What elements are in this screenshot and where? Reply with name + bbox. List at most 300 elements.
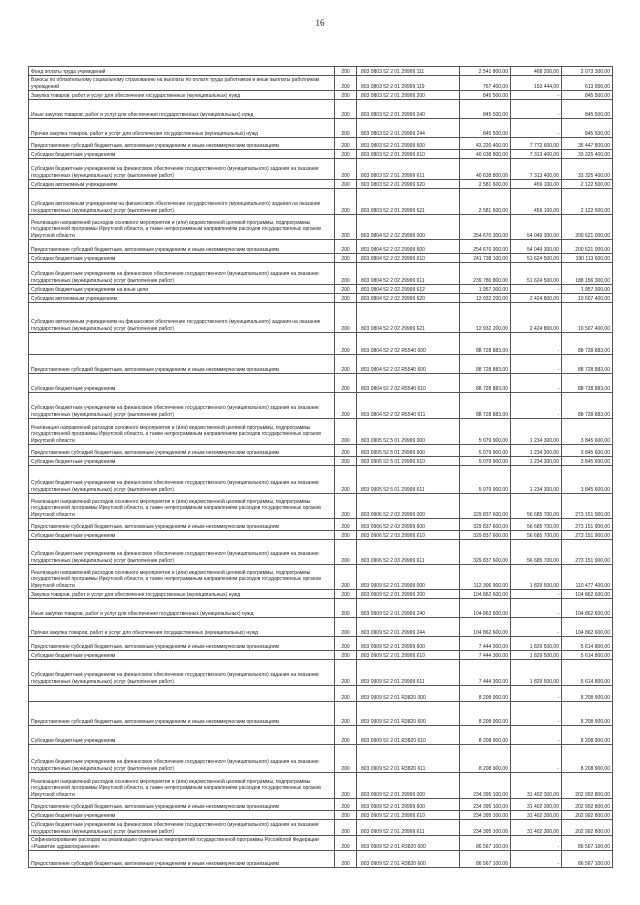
row-name-cell: Предоставление субсидий бюджетным, автономным учреждениям и иным некоммерческим организациям (29, 138, 335, 150)
row-name-cell: Иные закупки товаров, работ и услуг для обеспечения государственных (муниципальных) нужд (29, 100, 335, 119)
row-amount-b-cell: - (511, 100, 562, 119)
row-amount-c-cell: 88 728 883,00 (562, 355, 613, 374)
row-amount-b-cell: - (511, 726, 562, 745)
table-row (29, 836, 613, 851)
row-amount-b-cell: 31 402 300,00 (511, 799, 562, 811)
table-row (29, 540, 613, 565)
row-group-cell: 200 (335, 811, 357, 820)
row-group-cell: 200 (335, 240, 357, 254)
row-amount-a-cell: 7 444 300,00 (460, 637, 511, 651)
row-code-cell: 803 0803 52 2 01 29999 111 (357, 67, 460, 76)
row-amount-a-cell: 239 780 800,00 (460, 263, 511, 285)
row-amount-a-cell: 104 862 600,00 (460, 618, 511, 637)
row-code-cell: 803 0909 52 2 01 29999 000 (357, 565, 460, 590)
row-amount-b-cell: 1 829 500,00 (511, 637, 562, 651)
row-amount-a-cell: 234 395 100,00 (460, 799, 511, 811)
row-amount-c-cell: 8 208 900,00 (562, 745, 613, 773)
row-amount-b-cell: - (511, 590, 562, 599)
row-code-cell: 803 0905 52 5 01 29999 600 (357, 445, 460, 457)
row-code-cell: 803 0906 52 2 03 29999 610 (357, 531, 460, 540)
row-amount-c-cell: 2 122 500,00 (562, 180, 613, 189)
row-amount-c-cell: 10 507 400,00 (562, 294, 613, 303)
row-amount-c-cell: 104 862 600,00 (562, 599, 613, 618)
row-amount-a-cell: 86 567 100,00 (460, 836, 511, 851)
row-group-cell: 200 (335, 651, 357, 660)
row-amount-b-cell: - (511, 374, 562, 393)
row-amount-c-cell: 3 845 600,00 (562, 466, 613, 494)
row-amount-b-cell: 56 685 700,00 (511, 519, 562, 531)
row-amount-a-cell: 2 541 800,00 (460, 67, 511, 76)
row-code-cell: 803 0804 52 2 02 R5540 600 (357, 355, 460, 374)
row-group-cell: 200 (335, 263, 357, 285)
row-amount-b-cell: - (511, 851, 562, 868)
row-name-cell: Иные закупки товаров, работ и услуг для обеспечения государственных (муниципальных) нужд (29, 599, 335, 618)
row-group-cell: 200 (335, 254, 357, 263)
row-amount-b-cell: 1 234 300,00 (511, 457, 562, 466)
row-name-cell: Предоставление субсидий бюджетным, автономным учреждениям и иным некоммерческим организациям (29, 851, 335, 868)
row-name-cell: Субсидии бюджетным учреждениям (29, 374, 335, 393)
table-row (29, 457, 613, 466)
row-amount-c-cell: 3 845 600,00 (562, 445, 613, 457)
row-amount-a-cell: 845 500,00 (460, 100, 511, 119)
row-amount-b-cell: 459 100,00 (511, 189, 562, 215)
row-amount-b-cell: 51 624 500,00 (511, 263, 562, 285)
table-row (29, 637, 613, 651)
row-amount-c-cell: 202 992 800,00 (562, 799, 613, 811)
table-row (29, 285, 613, 294)
row-group-cell: 200 (335, 599, 357, 618)
row-group-cell: 200 (335, 686, 357, 702)
table-row (29, 138, 613, 150)
row-code-cell: 803 0804 52 2 02 29999 612 (357, 285, 460, 294)
table-row (29, 393, 613, 419)
row-code-cell: 803 0803 52 2 01 29999 610 (357, 150, 460, 159)
row-name-cell: Взносы по обязательному социальному страхованию на выплаты по оплате труда работников и иные выплаты работникам учреждений (29, 76, 335, 91)
row-name-cell: Субсидии автономным учреждениям (29, 294, 335, 303)
row-code-cell: 803 0909 52 2 01 29999 240 (357, 599, 460, 618)
row-amount-a-cell: 7 444 300,00 (460, 651, 511, 660)
row-code-cell: 803 0804 52 2 02 29999 600 (357, 240, 460, 254)
table-row (29, 303, 613, 333)
row-name-cell: Субсидии бюджетным учреждениям на финансовое обеспечение государственного (муниципального) задания на оказание государственных (муниципальных) услуг (выполнение работ) (29, 820, 335, 836)
row-group-cell: 200 (335, 419, 357, 445)
row-amount-c-cell: 273 151 900,00 (562, 540, 613, 565)
row-name-cell: Субсидии бюджетным учреждениям (29, 811, 335, 820)
table-row (29, 686, 613, 702)
table-row (29, 726, 613, 745)
row-amount-b-cell: 153 444,00 (511, 76, 562, 91)
row-name-cell: Субсидии автономным учреждениям (29, 180, 335, 189)
row-amount-c-cell: 86 567 100,00 (562, 851, 613, 868)
row-group-cell: 200 (335, 285, 357, 294)
row-amount-a-cell: 845 500,00 (460, 119, 511, 138)
row-name-cell: Реализация направлений расходов основного мероприятия и (или) ведомственной целевой программы, подпрограммы государственной программы Иркутской области, а также непрограммным направлениям расходов государственных органов Иркутской области (29, 419, 335, 445)
row-name-cell: Фонд оплаты труда учреждений (29, 67, 335, 76)
table-row (29, 660, 613, 686)
table-row (29, 799, 613, 811)
row-amount-b-cell: - (511, 745, 562, 773)
row-code-cell: 803 0804 52 2 02 29999 621 (357, 303, 460, 333)
table-row (29, 263, 613, 285)
table-row (29, 100, 613, 119)
table-row (29, 599, 613, 618)
row-amount-a-cell: 329 837 600,00 (460, 540, 511, 565)
row-amount-b-cell: 7 772 600,00 (511, 138, 562, 150)
row-amount-b-cell: - (511, 355, 562, 374)
row-group-cell: 200 (335, 67, 357, 76)
row-amount-c-cell: 8 208 900,00 (562, 702, 613, 726)
row-group-cell: 200 (335, 799, 357, 811)
row-amount-a-cell: 1 957 300,00 (460, 285, 511, 294)
row-group-cell: 200 (335, 565, 357, 590)
row-group-cell: 200 (335, 637, 357, 651)
table-row (29, 702, 613, 726)
row-name-cell: Предоставление субсидий бюджетным, автономным учреждениям и иным некоммерческим организациям (29, 240, 335, 254)
row-name-cell: Закупка товаров, работ и услуг для обеспечения государственных (муниципальных) нужд (29, 91, 335, 100)
row-amount-c-cell: 88 728 883,00 (562, 374, 613, 393)
row-group-cell: 200 (335, 590, 357, 599)
row-code-cell: 803 0804 52 2 02 29999 000 (357, 215, 460, 240)
row-amount-c-cell: 613 956,00 (562, 76, 613, 91)
row-amount-c-cell: 104 862 600,00 (562, 618, 613, 637)
row-amount-c-cell: 5 614 800,00 (562, 660, 613, 686)
table-row (29, 240, 613, 254)
row-group-cell: 200 (335, 374, 357, 393)
row-amount-a-cell: 86 567 100,00 (460, 851, 511, 868)
row-amount-c-cell: 33 325 400,00 (562, 150, 613, 159)
table-row (29, 445, 613, 457)
row-group-cell: 200 (335, 466, 357, 494)
row-code-cell: 803 0803 52 2 01 29999 244 (357, 119, 460, 138)
row-name-cell: Предоставление субсидий бюджетным, автономным учреждениям и иным некоммерческим организациям (29, 702, 335, 726)
row-amount-b-cell: - (511, 702, 562, 726)
row-code-cell: 803 0804 52 2 02 29999 620 (357, 294, 460, 303)
table-row (29, 67, 613, 76)
row-amount-b-cell: 1 234 300,00 (511, 466, 562, 494)
row-amount-c-cell: 200 621 000,00 (562, 240, 613, 254)
row-amount-b-cell: 1 829 500,00 (511, 565, 562, 590)
row-amount-b-cell: 31 402 300,00 (511, 811, 562, 820)
row-amount-b-cell: 56 685 700,00 (511, 531, 562, 540)
row-amount-c-cell: 202 992 800,00 (562, 811, 613, 820)
row-amount-b-cell: 459 100,00 (511, 180, 562, 189)
row-group-cell: 200 (335, 773, 357, 799)
row-amount-a-cell: 8 208 900,00 (460, 702, 511, 726)
row-amount-c-cell: 86 567 100,00 (562, 836, 613, 851)
row-code-cell: 803 0906 52 2 03 29999 611 (357, 540, 460, 565)
table-row (29, 773, 613, 799)
row-amount-c-cell: 104 862 600,00 (562, 590, 613, 599)
row-amount-a-cell: 234 395 100,00 (460, 773, 511, 799)
row-group-cell: 200 (335, 159, 357, 180)
row-code-cell: 803 0909 52 2 01 29999 611 (357, 660, 460, 686)
row-amount-a-cell: 2 581 600,00 (460, 180, 511, 189)
table-row (29, 820, 613, 836)
table-row (29, 466, 613, 494)
row-amount-b-cell: - (511, 333, 562, 355)
row-group-cell: 200 (335, 457, 357, 466)
row-amount-a-cell: 8 208 900,00 (460, 745, 511, 773)
row-code-cell: 803 0909 52 2 01 29999 600 (357, 637, 460, 651)
row-code-cell: 803 0906 52 2 03 29999 600 (357, 519, 460, 531)
row-amount-a-cell: 5 079 900,00 (460, 445, 511, 457)
row-group-cell: 200 (335, 726, 357, 745)
row-amount-a-cell: 12 932 200,00 (460, 294, 511, 303)
table-row (29, 618, 613, 637)
row-amount-b-cell: - (511, 618, 562, 637)
row-name-cell: Субсидии бюджетным учреждениям (29, 726, 335, 745)
row-code-cell: 803 0803 52 2 01 29999 620 (357, 180, 460, 189)
row-amount-a-cell: 104 862 600,00 (460, 590, 511, 599)
row-name-cell: Закупка товаров, работ и услуг для обеспечения государственных (муниципальных) нужд (29, 590, 335, 599)
row-code-cell: 803 0803 52 2 01 29999 200 (357, 91, 460, 100)
row-group-cell: 200 (335, 180, 357, 189)
row-amount-c-cell: 202 992 800,00 (562, 773, 613, 799)
row-name-cell: Предоставление субсидий бюджетным, автономным учреждениям и иным некоммерческим организациям (29, 519, 335, 531)
row-code-cell: 803 0905 52 5 01 29999 611 (357, 466, 460, 494)
row-name-cell: Реализация направлений расходов основного мероприятия и (или) ведомственной целевой программы, подпрограммы государственной программы Иркутской области, а также непрограммным направлениям расходов государственных органов Иркутской области (29, 494, 335, 519)
table-row (29, 565, 613, 590)
row-amount-a-cell: 40 638 800,00 (460, 150, 511, 159)
row-amount-a-cell: 7 444 300,00 (460, 660, 511, 686)
row-name-cell: Субсидии бюджетным учреждениям (29, 457, 335, 466)
row-amount-c-cell: 88 728 883,00 (562, 333, 613, 355)
row-amount-c-cell: 33 325 400,00 (562, 159, 613, 180)
table-row (29, 159, 613, 180)
row-name-cell: Субсидии бюджетным учреждениям на финансовое обеспечение государственного (муниципального) задания на оказание государственных (муниципальных) услуг (выполнение работ) (29, 745, 335, 773)
table-row (29, 811, 613, 820)
row-group-cell: 200 (335, 820, 357, 836)
row-amount-c-cell: 8 208 900,00 (562, 686, 613, 702)
row-code-cell: 803 0909 52 2 01 R3820 610 (357, 726, 460, 745)
row-name-cell: Предоставление субсидий бюджетным, автономным учреждениям и иным некоммерческим организациям (29, 445, 335, 457)
row-amount-b-cell: 1 234 300,00 (511, 445, 562, 457)
row-amount-c-cell: 2 073 300,00 (562, 67, 613, 76)
row-amount-b-cell: 54 049 300,00 (511, 240, 562, 254)
row-group-cell: 200 (335, 100, 357, 119)
row-amount-a-cell: 104 862 600,00 (460, 599, 511, 618)
row-code-cell: 803 0909 52 2 01 29999 610 (357, 651, 460, 660)
table-row (29, 651, 613, 660)
row-amount-c-cell: 845 500,00 (562, 119, 613, 138)
row-group-cell: 200 (335, 540, 357, 565)
row-amount-a-cell: 8 208 900,00 (460, 686, 511, 702)
page-number: 16 (315, 18, 325, 28)
row-code-cell: 803 0909 52 2 01 29999 600 (357, 799, 460, 811)
row-amount-b-cell: 54 049 300,00 (511, 215, 562, 240)
row-amount-a-cell: 329 837 600,00 (460, 531, 511, 540)
row-amount-b-cell: 1 234 300,00 (511, 419, 562, 445)
row-name-cell: Реализация направлений расходов основного мероприятия и (или) ведомственной целевой программы, подпрограммы государственной программы Иркутской области, а также непрограммным направлениям расходов государственных органов Иркутской области (29, 215, 335, 240)
row-code-cell: 803 0804 52 2 02 R5540 610 (357, 374, 460, 393)
row-code-cell: 803 0905 52 5 01 29999 610 (357, 457, 460, 466)
row-amount-a-cell: 12 932 200,00 (460, 303, 511, 333)
row-group-cell: 200 (335, 76, 357, 91)
row-amount-b-cell: - (511, 119, 562, 138)
table-row (29, 355, 613, 374)
row-group-cell: 200 (335, 494, 357, 519)
row-name-cell: Субсидии бюджетным учреждениям на финансовое обеспечение государственного (муниципального) задания на оказание государственных (муниципальных) услуг (выполнение работ) (29, 393, 335, 419)
row-name-cell (29, 333, 335, 355)
row-name-cell: Предоставление субсидий бюджетным, автономным учреждениям и иным некоммерческим организациям (29, 799, 335, 811)
row-amount-c-cell: 188 156 300,00 (562, 263, 613, 285)
row-amount-b-cell: 56 685 700,00 (511, 494, 562, 519)
row-code-cell: 803 0909 52 2 01 R3820 600 (357, 851, 460, 868)
row-amount-a-cell: 40 638 800,00 (460, 159, 511, 180)
row-code-cell: 803 0803 52 2 01 29999 600 (357, 138, 460, 150)
row-amount-c-cell: 8 208 900,00 (562, 726, 613, 745)
row-name-cell (29, 686, 335, 702)
row-code-cell: 803 0803 52 2 01 29999 119 (357, 76, 460, 91)
row-group-cell: 200 (335, 91, 357, 100)
row-code-cell: 803 0803 52 2 01 29999 621 (357, 189, 460, 215)
row-name-cell: Субсидии бюджетным учреждениям на иные цели (29, 285, 335, 294)
row-amount-a-cell: 845 500,00 (460, 91, 511, 100)
row-amount-c-cell: 845 500,00 (562, 100, 613, 119)
row-amount-a-cell: 329 837 600,00 (460, 519, 511, 531)
row-amount-a-cell: 329 837 600,00 (460, 494, 511, 519)
row-amount-b-cell: 7 313 400,00 (511, 150, 562, 159)
row-amount-c-cell: 88 728 883,00 (562, 393, 613, 419)
row-amount-a-cell: 8 208 900,00 (460, 726, 511, 745)
row-amount-c-cell: 35 447 800,00 (562, 138, 613, 150)
row-code-cell: 803 0909 52 2 01 29999 200 (357, 590, 460, 599)
row-amount-a-cell: 254 670 300,00 (460, 240, 511, 254)
row-group-cell: 200 (335, 333, 357, 355)
row-amount-a-cell: 241 738 100,00 (460, 254, 511, 263)
row-amount-a-cell: 254 670 300,00 (460, 215, 511, 240)
row-name-cell: Софинансирование расходов на реализацию отдельных мероприятий государственной программы Российской Федерации «Развитие здравоохранения» (29, 836, 335, 851)
row-name-cell: Реализация направлений расходов основного мероприятия и (или) ведомственной целевой программы, подпрограммы государственной программы Иркутской области, а также непрограммным направлениям расходов государственных органов Иркутской области (29, 773, 335, 799)
row-code-cell: 803 0909 52 2 01 R3820 611 (357, 745, 460, 773)
row-group-cell: 200 (335, 215, 357, 240)
row-group-cell: 200 (335, 189, 357, 215)
row-group-cell: 200 (335, 531, 357, 540)
table-row (29, 374, 613, 393)
row-group-cell: 200 (335, 294, 357, 303)
row-group-cell: 200 (335, 119, 357, 138)
row-group-cell: 200 (335, 393, 357, 419)
row-amount-c-cell: 110 477 400,00 (562, 565, 613, 590)
row-amount-c-cell: 10 507 400,00 (562, 303, 613, 333)
row-amount-b-cell: 1 829 500,00 (511, 660, 562, 686)
table-row (29, 531, 613, 540)
row-amount-a-cell: 5 079 900,00 (460, 466, 511, 494)
row-name-cell: Субсидии автономным учреждениям на финансовое обеспечение государственного (муниципального) задания на оказание государственных (муниципальных) услуг (выполнение работ) (29, 189, 335, 215)
row-group-cell: 200 (335, 851, 357, 868)
row-name-cell: Субсидии автономным учреждениям на финансовое обеспечение государственного (муниципального) задания на оказание государственных (муниципальных) услуг (выполнение работ) (29, 303, 335, 333)
row-amount-a-cell: 767 400,00 (460, 76, 511, 91)
row-name-cell: Прочая закупка товаров, работ и услуг для обеспечения государственных (муниципальных) нужд (29, 119, 335, 138)
table-row (29, 519, 613, 531)
row-name-cell: Субсидии бюджетным учреждениям на финансовое обеспечение государственного (муниципального) задания на оказание государственных (муниципальных) услуг (выполнение работ) (29, 159, 335, 180)
table-row (29, 419, 613, 445)
row-amount-b-cell: 51 624 500,00 (511, 254, 562, 263)
row-amount-c-cell: 202 992 800,00 (562, 820, 613, 836)
row-code-cell: 803 0905 52 5 01 29999 000 (357, 419, 460, 445)
row-name-cell: Реализация направлений расходов основного мероприятия и (или) ведомственной целевой программы, подпрограммы государственной программы Иркутской области, а также непрограммным направлениям расходов государственных органов Иркутской области (29, 565, 335, 590)
row-name-cell: Субсидии бюджетным учреждениям на финансовое обеспечение государственного (муниципального) задания на оказание государственных (муниципальных) услуг (выполнение работ) (29, 540, 335, 565)
row-amount-b-cell: - (511, 599, 562, 618)
table-row (29, 745, 613, 773)
row-amount-b-cell: 468 200,00 (511, 67, 562, 76)
row-amount-a-cell: 43 220 400,00 (460, 138, 511, 150)
row-amount-c-cell: 273 151 900,00 (562, 494, 613, 519)
row-name-cell: Субсидии бюджетным учреждениям (29, 651, 335, 660)
row-amount-c-cell: 273 151 900,00 (562, 519, 613, 531)
row-amount-c-cell: 200 621 000,00 (562, 215, 613, 240)
table-row (29, 215, 613, 240)
row-amount-c-cell: 5 614 800,00 (562, 637, 613, 651)
row-group-cell: 200 (335, 355, 357, 374)
row-amount-c-cell: 1 957 300,00 (562, 285, 613, 294)
row-amount-c-cell: 190 113 600,00 (562, 254, 613, 263)
row-amount-b-cell: - (511, 285, 562, 294)
row-group-cell: 200 (335, 519, 357, 531)
table-row (29, 254, 613, 263)
table-row (29, 76, 613, 91)
row-code-cell: 803 0909 52 2 01 R3820 000 (357, 836, 460, 851)
table-row (29, 180, 613, 189)
table-row (29, 189, 613, 215)
row-amount-a-cell: 234 395 100,00 (460, 811, 511, 820)
row-code-cell: 803 0909 52 2 01 29999 244 (357, 618, 460, 637)
row-amount-a-cell: 88 728 883,00 (460, 333, 511, 355)
row-amount-b-cell: 56 685 700,00 (511, 540, 562, 565)
row-code-cell: 803 0804 52 2 02 29999 611 (357, 263, 460, 285)
row-name-cell: Субсидии бюджетным учреждениям (29, 254, 335, 263)
row-name-cell: Прочая закупка товаров, работ и услуг для обеспечения государственных (муниципальных) нужд (29, 618, 335, 637)
row-code-cell: 803 0909 52 2 01 29999 611 (357, 820, 460, 836)
row-code-cell: 803 0803 52 2 01 29999 611 (357, 159, 460, 180)
row-amount-b-cell: 2 424 800,00 (511, 294, 562, 303)
row-code-cell: 803 0909 52 2 01 R3820 000 (357, 686, 460, 702)
table-row (29, 119, 613, 138)
row-group-cell: 200 (335, 702, 357, 726)
row-name-cell: Предоставление субсидий бюджетным, автономным учреждениям и иным некоммерческим организациям (29, 637, 335, 651)
row-code-cell: 803 0909 52 2 01 29999 610 (357, 811, 460, 820)
row-group-cell: 200 (335, 138, 357, 150)
row-amount-b-cell: - (511, 836, 562, 851)
row-name-cell: Субсидии бюджетным учреждениям (29, 531, 335, 540)
table-row (29, 91, 613, 100)
row-group-cell: 200 (335, 618, 357, 637)
row-amount-b-cell: - (511, 686, 562, 702)
row-group-cell: 200 (335, 445, 357, 457)
row-amount-b-cell: 2 424 800,00 (511, 303, 562, 333)
row-amount-a-cell: 88 728 883,00 (460, 374, 511, 393)
row-name-cell: Субсидии бюджетным учреждениям (29, 150, 335, 159)
row-amount-c-cell: 2 122 500,00 (562, 189, 613, 215)
row-amount-a-cell: 5 079 900,00 (460, 419, 511, 445)
row-code-cell: 803 0909 52 2 01 29999 000 (357, 773, 460, 799)
row-amount-c-cell: 273 151 900,00 (562, 531, 613, 540)
row-amount-b-cell: - (511, 393, 562, 419)
row-name-cell: Предоставление субсидий бюджетным, автономным учреждениям и иным некоммерческим организациям (29, 355, 335, 374)
row-amount-c-cell: 5 614 800,00 (562, 651, 613, 660)
table-row (29, 150, 613, 159)
row-amount-a-cell: 88 728 883,00 (460, 393, 511, 419)
row-group-cell: 200 (335, 660, 357, 686)
row-name-cell: Субсидии бюджетным учреждениям на финансовое обеспечение государственного (муниципального) задания на оказание государственных (муниципальных) услуг (выполнение работ) (29, 263, 335, 285)
row-amount-b-cell: 31 402 300,00 (511, 820, 562, 836)
table-row (29, 494, 613, 519)
table-row (29, 294, 613, 303)
row-amount-b-cell: 31 402 300,00 (511, 773, 562, 799)
table-row (29, 851, 613, 868)
table-row (29, 590, 613, 599)
row-amount-a-cell: 2 581 600,00 (460, 189, 511, 215)
